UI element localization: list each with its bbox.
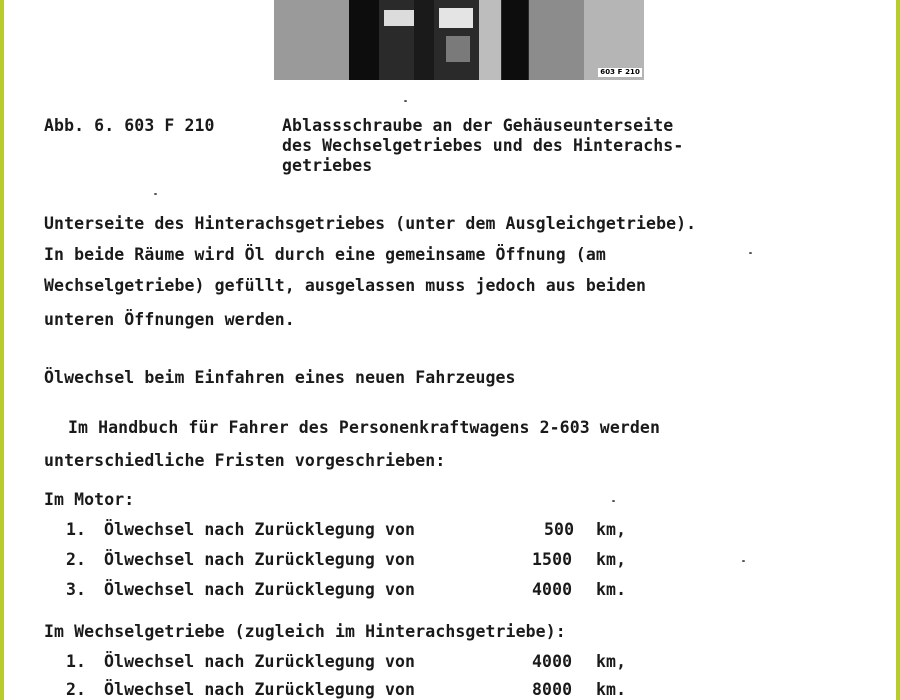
list-item-text: Ölwechsel nach Zurücklegung von — [104, 580, 416, 599]
figure-caption-line: des Wechselgetriebes und des Hinterachs- — [282, 136, 684, 155]
section-heading: Ölwechsel beim Einfahren eines neuen Fahrzeuges — [44, 368, 516, 387]
scan-speck — [749, 252, 752, 254]
list-item-number: 1. — [66, 520, 87, 539]
list-item-number: 3. — [66, 580, 87, 599]
list-item-km: 500 — [544, 520, 575, 539]
list-item-unit: km, — [596, 652, 627, 671]
motor-heading: Im Motor: — [44, 490, 135, 509]
paragraph-line: In beide Räume wird Öl durch eine gemeinsame Öffnung (am — [44, 245, 606, 264]
paragraph-line: Unterseite des Hinterachsgetriebes (unter dem Ausgleichgetriebe). — [44, 214, 697, 233]
scan-speck — [154, 193, 157, 195]
list-item-text: Ölwechsel nach Zurücklegung von — [104, 520, 416, 539]
list-item-number: 2. — [66, 550, 87, 569]
paragraph-line: Wechselgetriebe) gefüllt, ausgelassen muss jedoch aus beiden — [44, 276, 647, 295]
paragraph-line: unteren Öffnungen werden. — [44, 310, 295, 329]
list-item-text: Ölwechsel nach Zurücklegung von — [104, 680, 416, 699]
figure-photo — [274, 0, 644, 80]
photo-label: 603 F 210 — [600, 68, 640, 76]
list-item-km: 1500 — [532, 550, 573, 569]
list-item-number: 2. — [66, 680, 87, 699]
figure-caption-line: Ablassschraube an der Gehäuseunterseite — [282, 116, 674, 135]
scan-speck — [742, 560, 745, 562]
scan-speck — [404, 100, 407, 102]
document-page — [4, 0, 896, 700]
list-item-text: Ölwechsel nach Zurücklegung von — [104, 550, 416, 569]
figure-caption-line: getriebes — [282, 156, 373, 175]
intro-line: Im Handbuch für Fahrer des Personenkraftwagens 2-603 werden — [68, 418, 660, 437]
intro-line: unterschiedliche Fristen vorgeschrieben: — [44, 451, 446, 470]
scan-speck — [612, 500, 615, 502]
list-item-km: 8000 — [532, 680, 573, 699]
list-item-unit: km, — [596, 550, 627, 569]
list-item-number: 1. — [66, 652, 87, 671]
list-item-unit: km. — [596, 580, 627, 599]
list-item-text: Ölwechsel nach Zurücklegung von — [104, 652, 416, 671]
gearbox-heading: Im Wechselgetriebe (zugleich im Hinterachsgetriebe): — [44, 622, 566, 641]
figure-caption-label: Abb. 6. 603 F 210 — [44, 116, 215, 135]
list-item-unit: km. — [596, 680, 627, 699]
list-item-unit: km, — [596, 520, 627, 539]
list-item-km: 4000 — [532, 580, 573, 599]
list-item-km: 4000 — [532, 652, 573, 671]
